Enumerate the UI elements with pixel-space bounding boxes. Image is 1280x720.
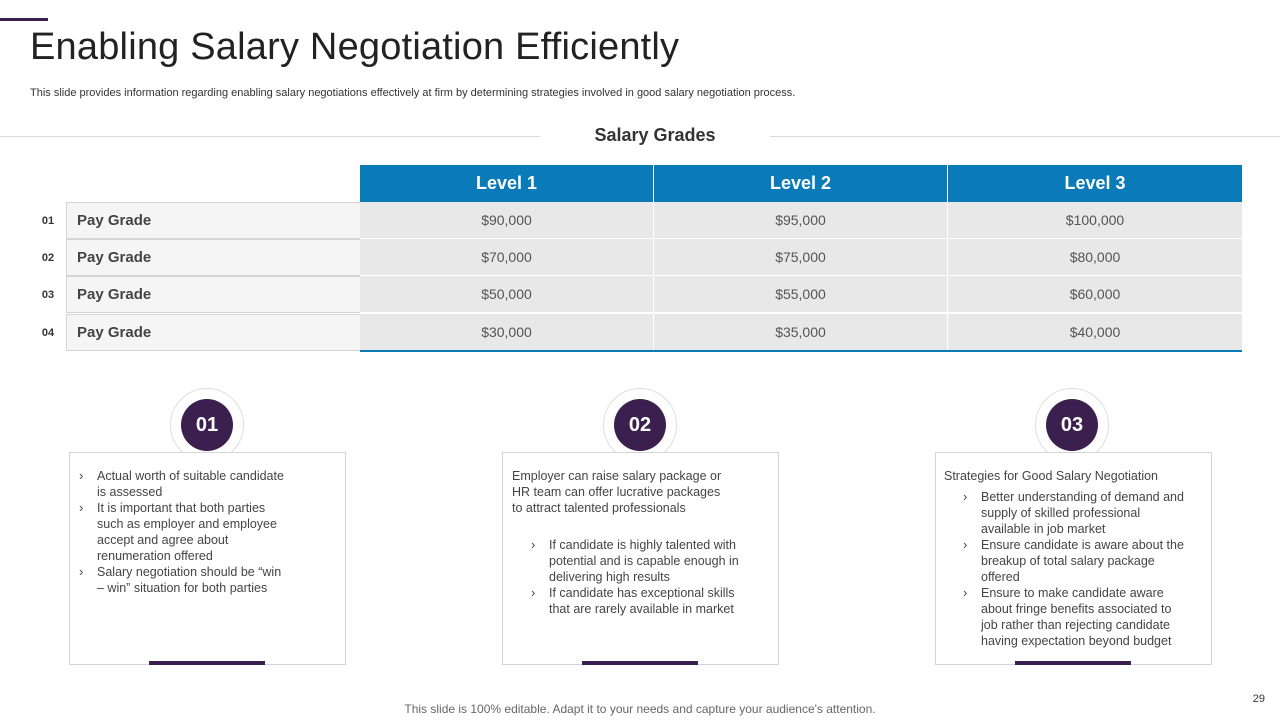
card-bullet: › Actual worth of suitable candidate is assessed	[77, 468, 287, 500]
salary-grades-heading: Salary Grades	[540, 125, 770, 146]
row-label-pay-grade: Pay Grade	[66, 276, 360, 313]
table-cell: $60,000	[948, 276, 1242, 313]
slide-title: Enabling Salary Negotiation Efficiently	[30, 26, 680, 68]
info-card-01	[69, 452, 346, 665]
table-cell: $80,000	[948, 239, 1242, 276]
column-header-level-3: Level 3	[948, 165, 1242, 202]
column-header-level-1: Level 1	[360, 165, 654, 202]
footer-note: This slide is 100% editable. Adapt it to your needs and capture your audience's attention.	[404, 702, 876, 716]
row-number: 01	[41, 215, 55, 227]
card-intro: Strategies for Good Salary Negotiation	[944, 469, 1159, 483]
table-bottom-line	[360, 350, 1242, 352]
table-cell: $55,000	[654, 276, 948, 313]
info-card-02	[502, 452, 779, 665]
row-label-pay-grade: Pay Grade	[66, 239, 360, 276]
table-cell: $40,000	[948, 314, 1242, 351]
card-accent-bar	[149, 661, 265, 665]
card-accent-bar	[582, 661, 698, 665]
table-cell: $95,000	[654, 202, 948, 239]
card-bullet: › Ensure to make candidate aware about fringe benefits associated to job rather than rejecting candidate having expectation beyond budget	[961, 585, 1191, 649]
card-bullet-list	[529, 537, 741, 617]
row-number: 03	[41, 289, 55, 301]
card-bullet: › If candidate has exceptional skills that are rarely available in market	[529, 585, 741, 617]
table-cell: $90,000	[360, 202, 654, 239]
card-bullet: › It is important that both parties such as employer and employee accept and agree about renumeration offered	[77, 500, 287, 564]
table-cell: $70,000	[360, 239, 654, 276]
step-badge-02: 02	[614, 399, 666, 451]
row-number: 04	[41, 327, 55, 339]
step-badge-01: 01	[181, 399, 233, 451]
page-number: 29	[1252, 693, 1265, 705]
row-number: 02	[41, 252, 55, 264]
card-bullet-list	[961, 489, 1191, 649]
row-label-pay-grade: Pay Grade	[66, 314, 360, 351]
card-accent-bar	[1015, 661, 1131, 665]
table-cell: $50,000	[360, 276, 654, 313]
card-bullet: › Better understanding of demand and supply of skilled professional available in job market	[961, 489, 1191, 537]
column-header-level-2: Level 2	[654, 165, 948, 202]
card-bullet: › If candidate is highly talented with potential and is capable enough in delivering high results	[529, 537, 741, 585]
card-intro: Employer can raise salary package or HR team can offer lucrative packages to attract talented professionals	[512, 469, 722, 515]
row-label-pay-grade: Pay Grade	[66, 202, 360, 239]
slide-subtitle: This slide provides information regarding enabling salary negotiations effectively at firm by determining strategies involved in good salary negotiation process.	[30, 87, 796, 99]
card-bullet: › Salary negotiation should be “win – win” situation for both parties	[77, 564, 287, 596]
table-cell: $100,000	[948, 202, 1242, 239]
title-accent-bar	[0, 18, 48, 21]
card-bullet: › Ensure candidate is aware about the breakup of total salary package offered	[961, 537, 1191, 585]
table-cell: $35,000	[654, 314, 948, 351]
info-card-03	[935, 452, 1212, 665]
card-bullet-list	[77, 468, 287, 596]
table-cell: $75,000	[654, 239, 948, 276]
step-badge-03: 03	[1046, 399, 1098, 451]
table-cell: $30,000	[360, 314, 654, 351]
